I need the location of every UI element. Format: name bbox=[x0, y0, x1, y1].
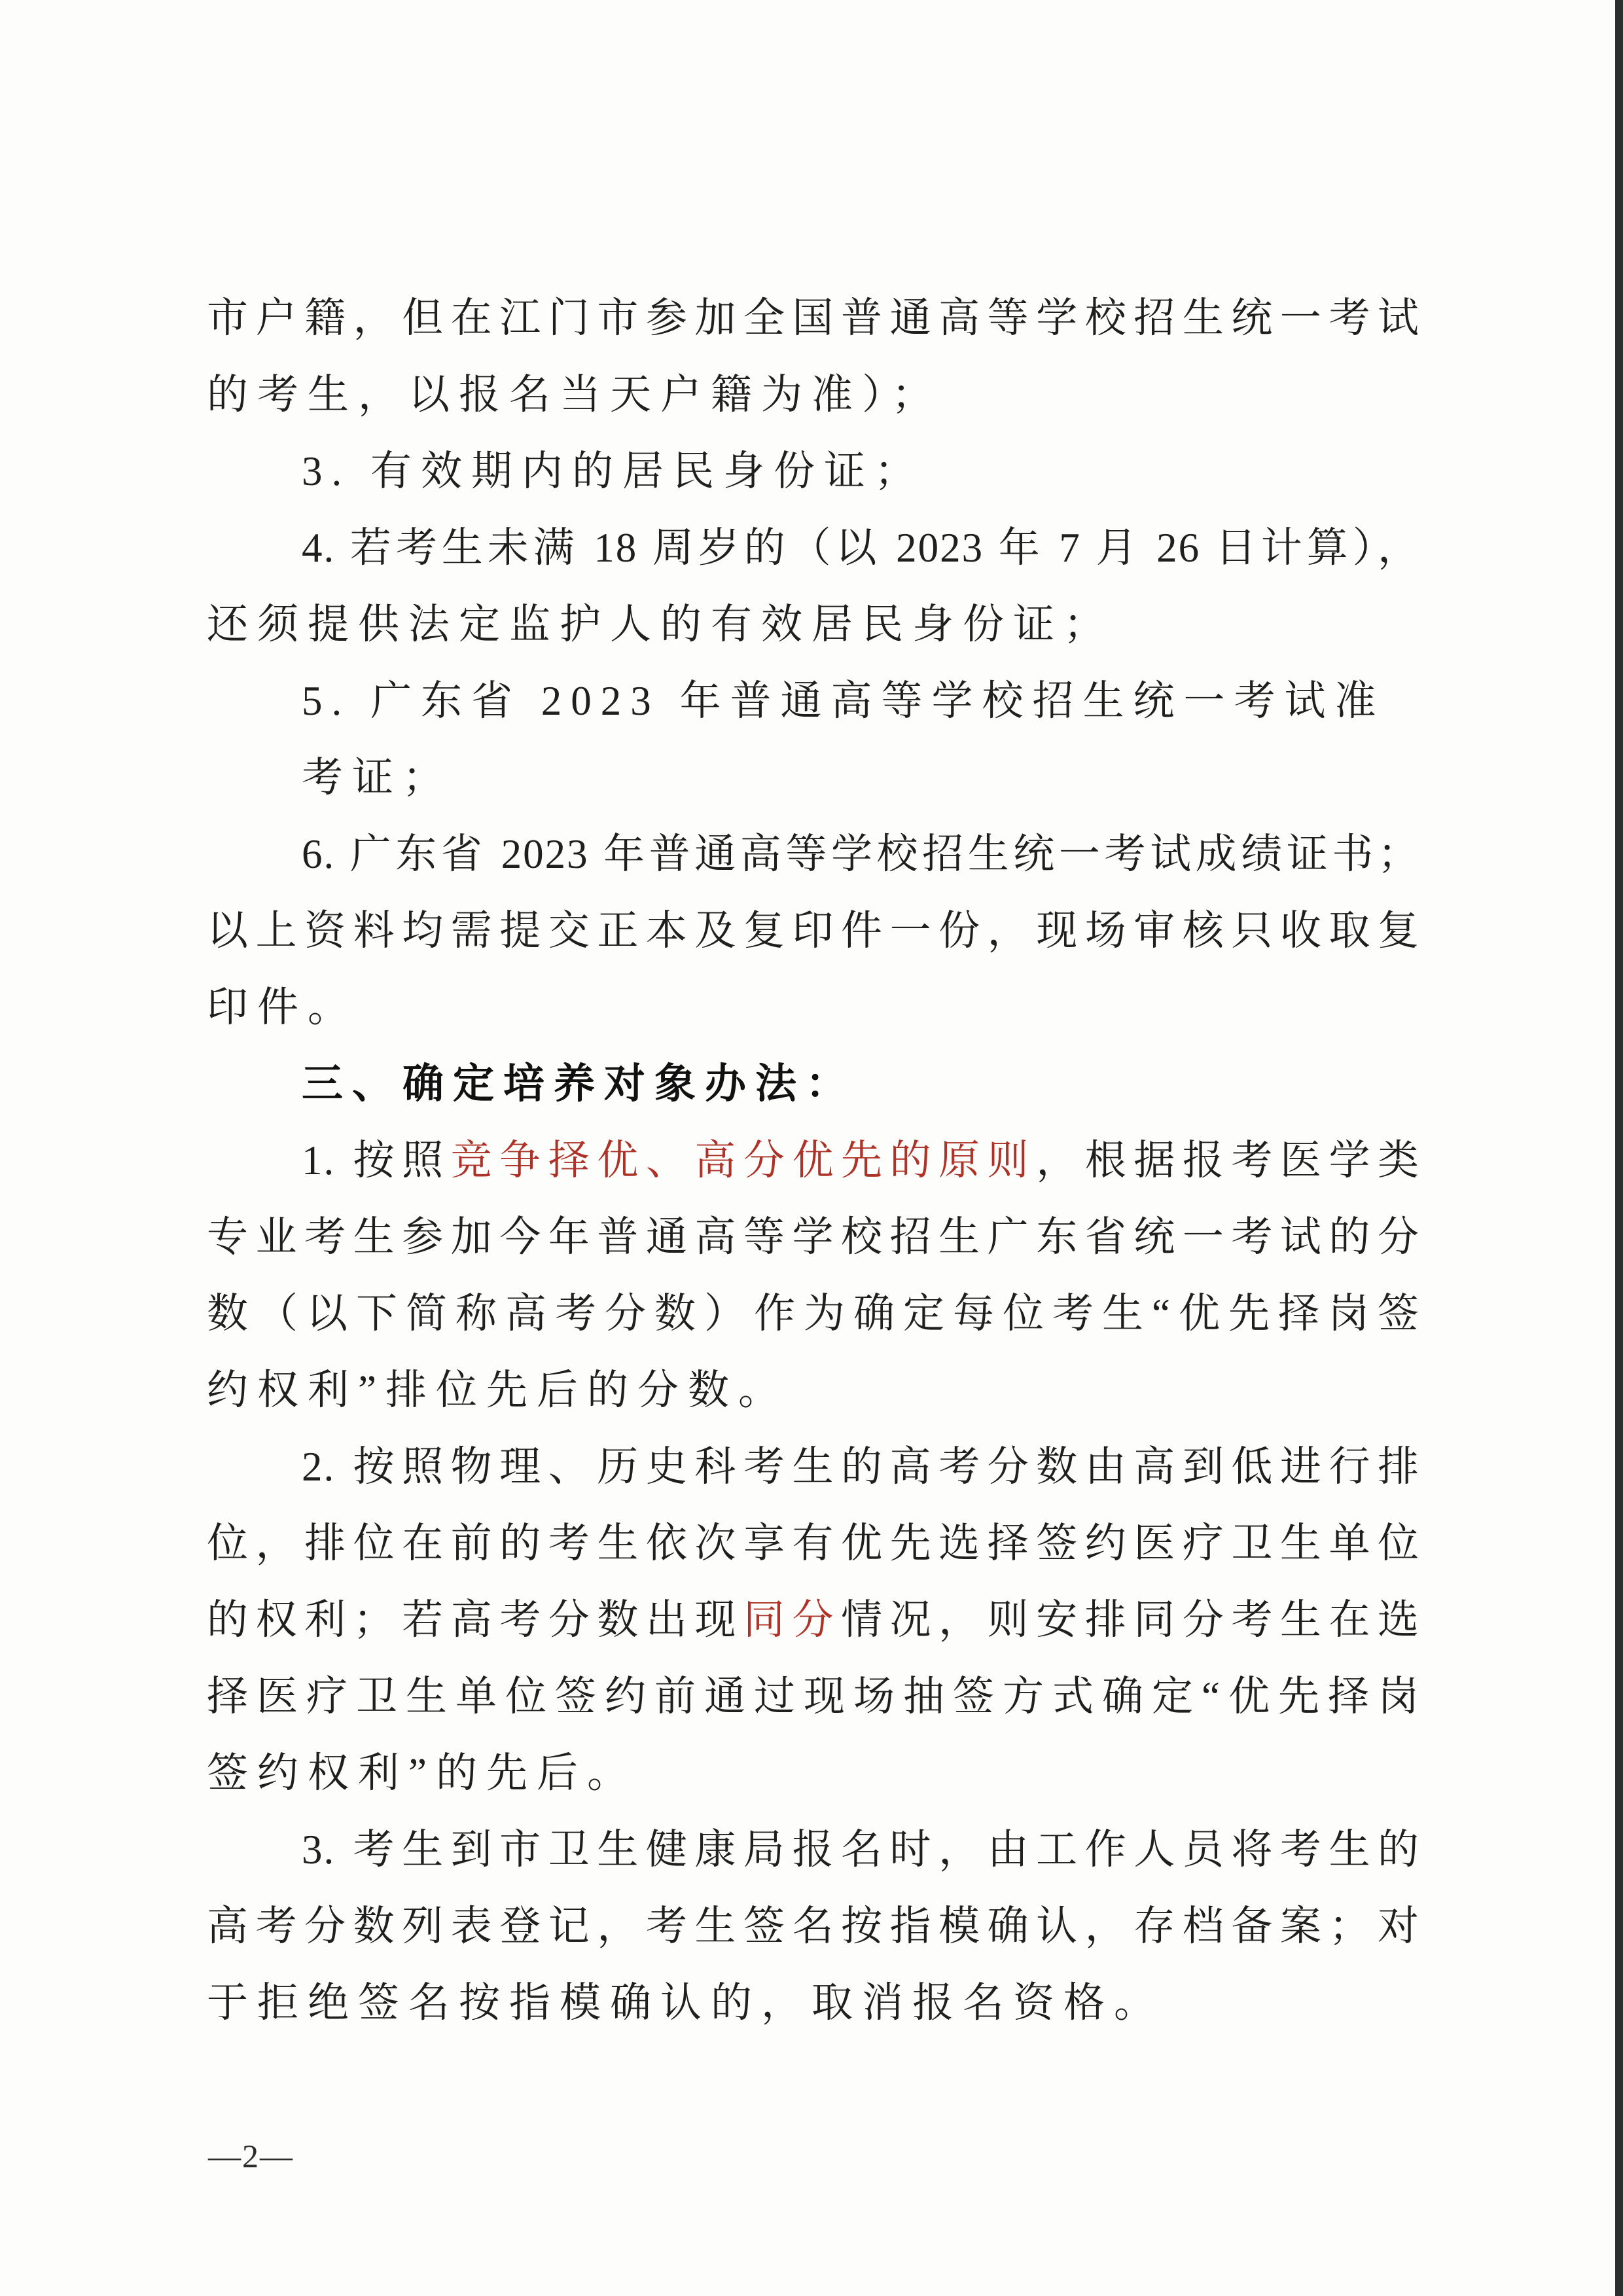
text-line-11 bbox=[207, 1122, 1420, 1199]
text-line-17 bbox=[207, 1582, 1420, 1659]
text-segment: 的权利；若高考分数出现 bbox=[207, 1597, 743, 1643]
text-segment: 签约权利”的先后。 bbox=[207, 1750, 637, 1796]
text-segment: 情况，则安排同分考生在选 bbox=[841, 1597, 1421, 1643]
text-line-21 bbox=[207, 1888, 1420, 1965]
text-segment: 印件。 bbox=[207, 984, 358, 1030]
text-line-19 bbox=[207, 1735, 1420, 1812]
text-segment: 3. 考生到市卫生健康局报名时，由工作人员将考生的 bbox=[302, 1827, 1420, 1873]
text-segment: 位，排位在前的考生依次享有优先选择签约医疗卫生单位 bbox=[207, 1520, 1420, 1566]
highlighted-text: 同分 bbox=[743, 1597, 842, 1643]
text-segment: ，根据报考医学类 bbox=[1036, 1138, 1421, 1183]
text-line-5 bbox=[207, 586, 1420, 663]
text-segment: 择医疗卫生单位签约前通过现场抽签方式确定“优先择岗 bbox=[207, 1674, 1420, 1719]
text-segment: 于拒绝签名按指模确认的，取消报名资格。 bbox=[207, 1980, 1164, 2026]
text-segment: 还须提供法定监护人的有效居民身份证； bbox=[207, 601, 1114, 647]
text-segment: 约权利”排位先后的分数。 bbox=[207, 1367, 789, 1413]
text-segment: 市户籍，但在江门市参加全国普通高等学校招生统一考试 bbox=[207, 295, 1420, 341]
text-line-9 bbox=[207, 969, 1420, 1046]
text-segment: 5. 广东省 2023 年普通高等学校招生统一考试准考证； bbox=[302, 678, 1385, 800]
page-number: —2— bbox=[208, 2138, 294, 2174]
text-segment: 数（以下简称高考分数）作为确定每位考生“优先择岗签 bbox=[207, 1291, 1420, 1336]
text-segment: 以上资料均需提交正本及复印件一份，现场审核只收取复 bbox=[207, 908, 1420, 954]
text-segment: 专业考生参加今年普通高等学校招生广东省统一考试的分 bbox=[207, 1214, 1420, 1260]
text-line-18 bbox=[207, 1659, 1420, 1735]
text-line-3 bbox=[207, 433, 1420, 510]
text-line-6 bbox=[207, 663, 1420, 816]
text-line-20 bbox=[207, 1812, 1420, 1888]
text-segment: 3. 有效期内的居民身份证； bbox=[302, 448, 925, 494]
text-line-8 bbox=[207, 893, 1420, 969]
text-segment: 三、确定培养对象办法： bbox=[302, 1061, 856, 1107]
text-line-22 bbox=[207, 1965, 1420, 2041]
text-segment: 4. 若考生未满 18 周岁的（以 2023 年 7 月 26 日计算）， bbox=[302, 525, 1420, 571]
section-heading bbox=[207, 1046, 1420, 1122]
text-line-12 bbox=[207, 1199, 1420, 1276]
text-line-16 bbox=[207, 1505, 1420, 1582]
text-line-1 bbox=[207, 280, 1420, 357]
highlighted-text: 竞争择优、高分优先的原则 bbox=[450, 1138, 1037, 1183]
text-segment: 1. 按照 bbox=[302, 1138, 451, 1183]
text-segment: 6. 广东省 2023 年普通高等学校招生统一考试成绩证书； bbox=[302, 831, 1420, 877]
text-line-15 bbox=[207, 1429, 1420, 1505]
text-segment: 2. 按照物理、历史科考生的高考分数由高到低进行排 bbox=[302, 1444, 1420, 1490]
text-line-14 bbox=[207, 1352, 1420, 1429]
document-body-text bbox=[207, 280, 1420, 2041]
text-line-2 bbox=[207, 357, 1420, 433]
text-segment: 高考分数列表登记，考生签名按指模确认，存档备案；对 bbox=[207, 1903, 1420, 1949]
text-line-4 bbox=[207, 510, 1420, 586]
text-line-7 bbox=[207, 816, 1420, 893]
scan-edge-strip bbox=[1615, 0, 1623, 2296]
text-line-13 bbox=[207, 1276, 1420, 1352]
text-segment: 的考生，以报名当天户籍为准）； bbox=[207, 372, 942, 418]
